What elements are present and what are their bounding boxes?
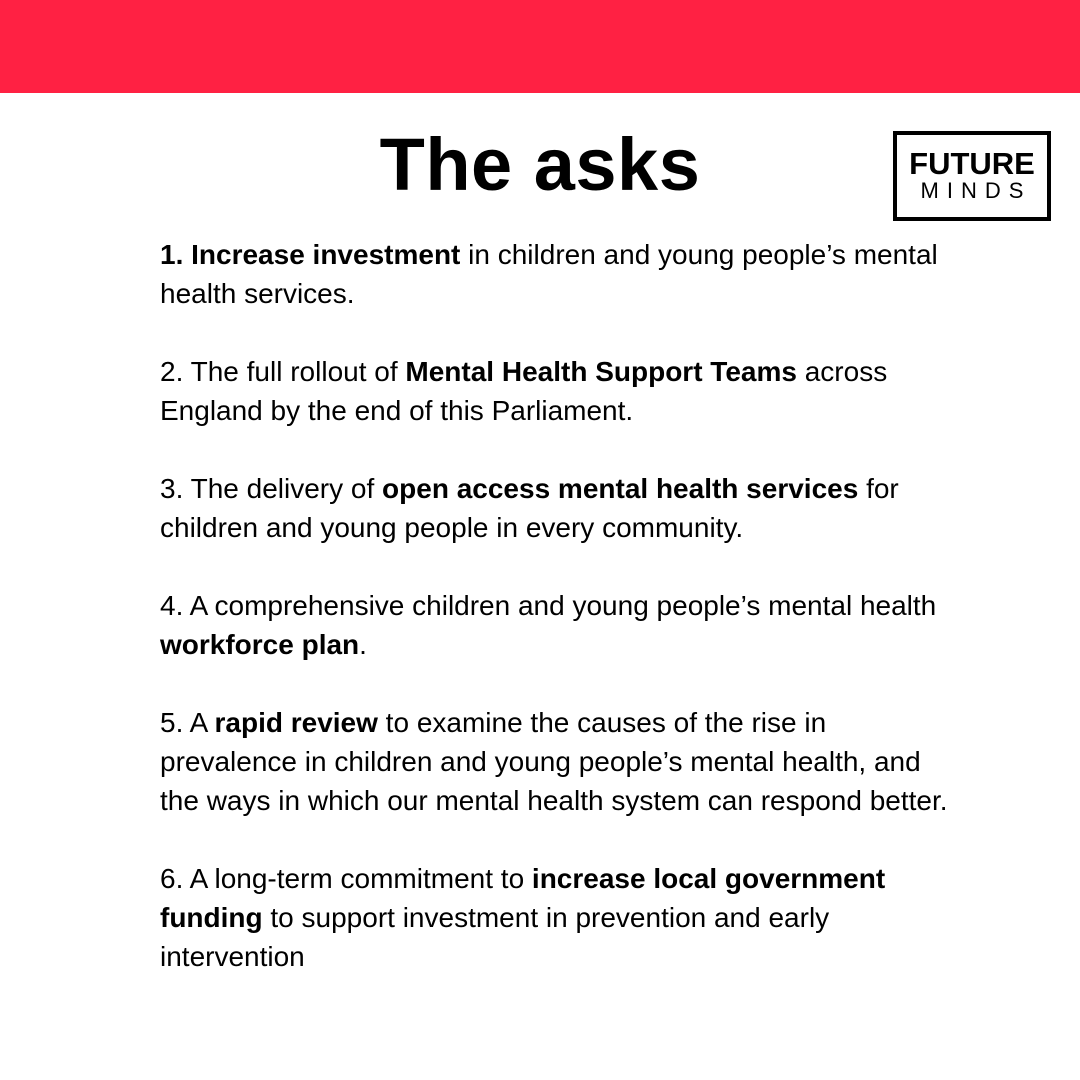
ask-text: to examine the causes of the rise in prevalence in children and young people’s mental health, and the ways in which our mental health system can respond better.: [160, 707, 948, 816]
ask-text: 5. A: [160, 707, 215, 738]
ask-text: to support investment in prevention and early intervention: [160, 902, 830, 972]
ask-emphasis: rapid review: [214, 707, 378, 738]
ask-item-3: [160, 469, 960, 547]
ask-emphasis: open access mental health services: [382, 473, 859, 504]
ask-item-5: [160, 703, 960, 820]
ask-text: in children and young people’s mental health services.: [160, 239, 938, 309]
ask-text: .: [359, 629, 367, 660]
ask-item-4: [160, 586, 960, 664]
ask-emphasis: workforce plan: [160, 629, 360, 660]
ask-text: 2. The full rollout of: [160, 356, 406, 387]
logo-word-future: FUTURE: [909, 146, 1035, 181]
ask-emphasis: Mental Health Support Teams: [405, 356, 797, 387]
ask-item-6: [160, 859, 960, 976]
ask-text: for children and young people in every community.: [160, 473, 899, 543]
top-color-band: [0, 0, 1080, 93]
ask-item-1: [160, 235, 960, 313]
ask-item-2: [160, 352, 960, 430]
ask-text: 6. A long-term commitment to: [160, 863, 532, 894]
ask-emphasis: 1. Increase investment: [160, 239, 461, 270]
page-title: The asks: [379, 123, 701, 206]
logo-word-minds: MINDS: [920, 178, 1032, 203]
ask-text: across England by the end of this Parliament.: [160, 356, 888, 426]
future-minds-logo: [893, 131, 1051, 221]
ask-text: 3. The delivery of: [160, 473, 383, 504]
asks-list: [160, 235, 960, 1015]
ask-text: 4. A comprehensive children and young people’s mental health: [160, 590, 937, 621]
ask-emphasis: increase local government funding: [160, 863, 886, 933]
